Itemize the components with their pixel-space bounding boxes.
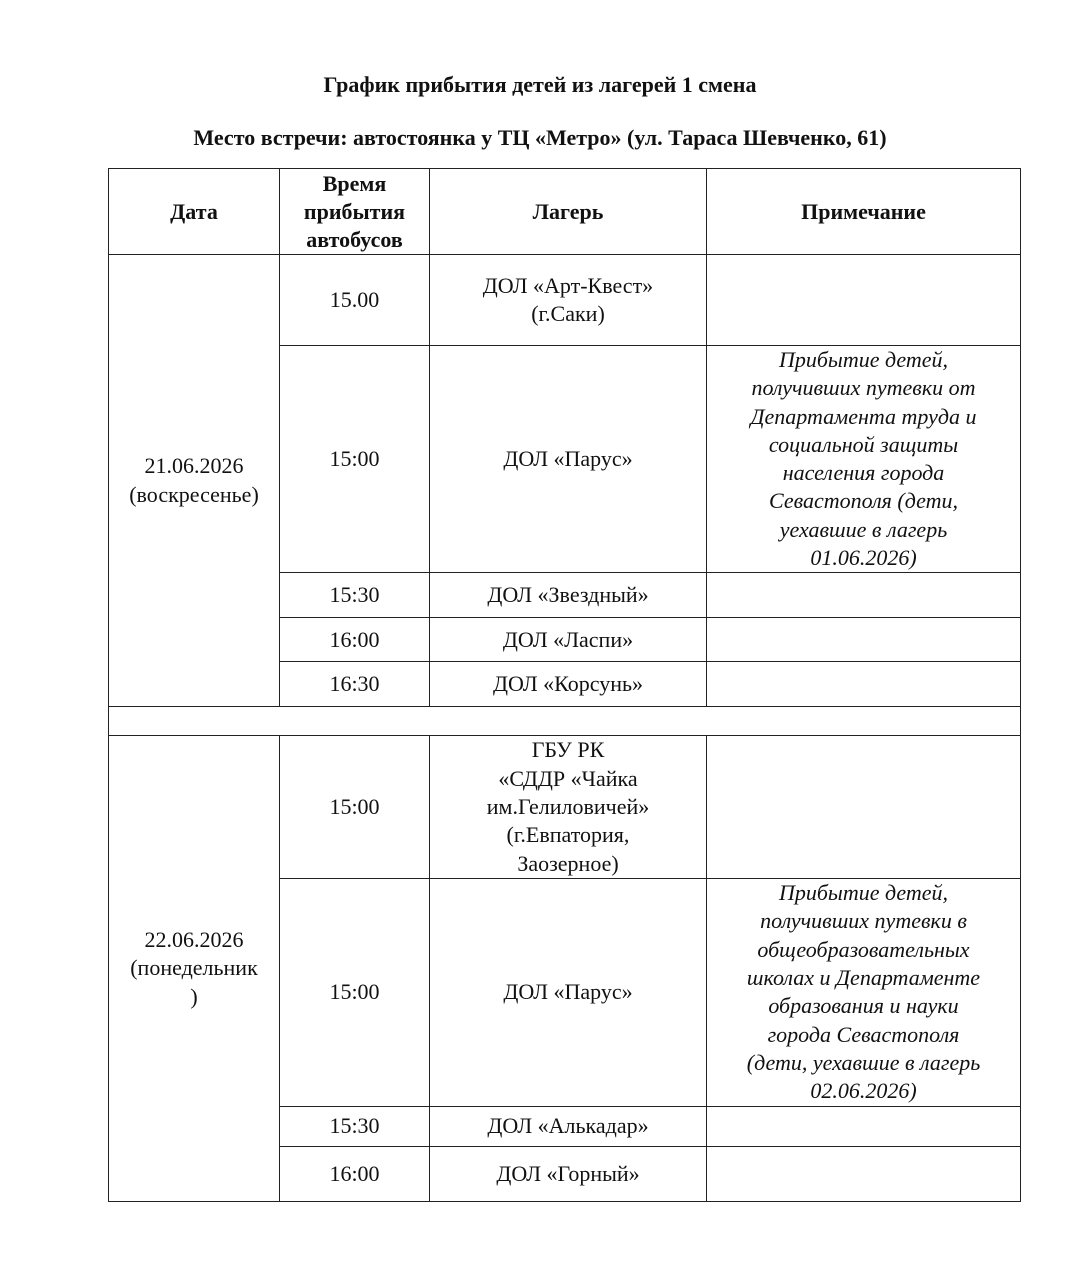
table-row (109, 255, 1021, 346)
separator-row (109, 707, 1021, 736)
camp-cell: ДОЛ «Арт-Квест» (г.Саки) (430, 255, 707, 346)
time-cell: 15:00 (280, 346, 430, 573)
time-cell: 15:00 (280, 736, 430, 878)
separator-cell (109, 707, 1021, 736)
column-header-note: Примечание (707, 169, 1021, 255)
camp-cell: ГБУ РК «СДДР «Чайка им.Гелиловичей» (г.Евпатория, Заозерное) (430, 736, 707, 878)
note-cell (707, 1106, 1021, 1146)
note-cell (707, 736, 1021, 878)
camp-cell: ДОЛ «Корсунь» (430, 662, 707, 707)
camp-cell: ДОЛ «Звездный» (430, 573, 707, 618)
time-cell: 16:30 (280, 662, 430, 707)
date-cell: 22.06.2026 (понедельник ) (109, 736, 280, 1201)
camp-cell: ДОЛ «Парус» (430, 878, 707, 1106)
page-title: График прибытия детей из лагерей 1 смена (323, 72, 757, 97)
time-cell: 15:30 (280, 1106, 430, 1146)
camp-cell: ДОЛ «Ласпи» (430, 618, 707, 662)
time-cell: 16:00 (280, 618, 430, 662)
camp-cell: ДОЛ «Алькадар» (430, 1106, 707, 1146)
column-header-date: Дата (109, 169, 280, 255)
note-cell (707, 255, 1021, 346)
column-header-arrival-time: Время прибытия автобусов (280, 169, 430, 255)
camp-cell: ДОЛ «Горный» (430, 1146, 707, 1201)
time-cell: 15:00 (280, 878, 430, 1106)
column-header-camp: Лагерь (430, 169, 707, 255)
time-cell: 15:30 (280, 573, 430, 618)
note-cell (707, 662, 1021, 707)
camp-cell: ДОЛ «Парус» (430, 346, 707, 573)
time-cell: 16:00 (280, 1146, 430, 1201)
note-cell (707, 573, 1021, 618)
meeting-place: Место встречи: автостоянка у ТЦ «Метро» (ул. Тараса Шевченко, 61) (193, 125, 887, 150)
arrival-schedule-table (108, 168, 1021, 1202)
date-cell: 21.06.2026 (воскресенье) (109, 255, 280, 707)
note-cell (707, 618, 1021, 662)
note-cell: Прибытие детей, получивших путевки от Департамента труда и социальной защиты населения города Севастополя (дети, уехавшие в лагерь 01.06.2026) (707, 346, 1021, 573)
table-header-row (109, 169, 1021, 255)
note-cell (707, 1146, 1021, 1201)
table-row (109, 736, 1021, 878)
time-cell: 15.00 (280, 255, 430, 346)
note-cell: Прибытие детей, получивших путевки в общеобразовательных школах и Департаменте образования и науки города Севастополя (дети, уехавшие в лагерь 02.06.2026) (707, 878, 1021, 1106)
